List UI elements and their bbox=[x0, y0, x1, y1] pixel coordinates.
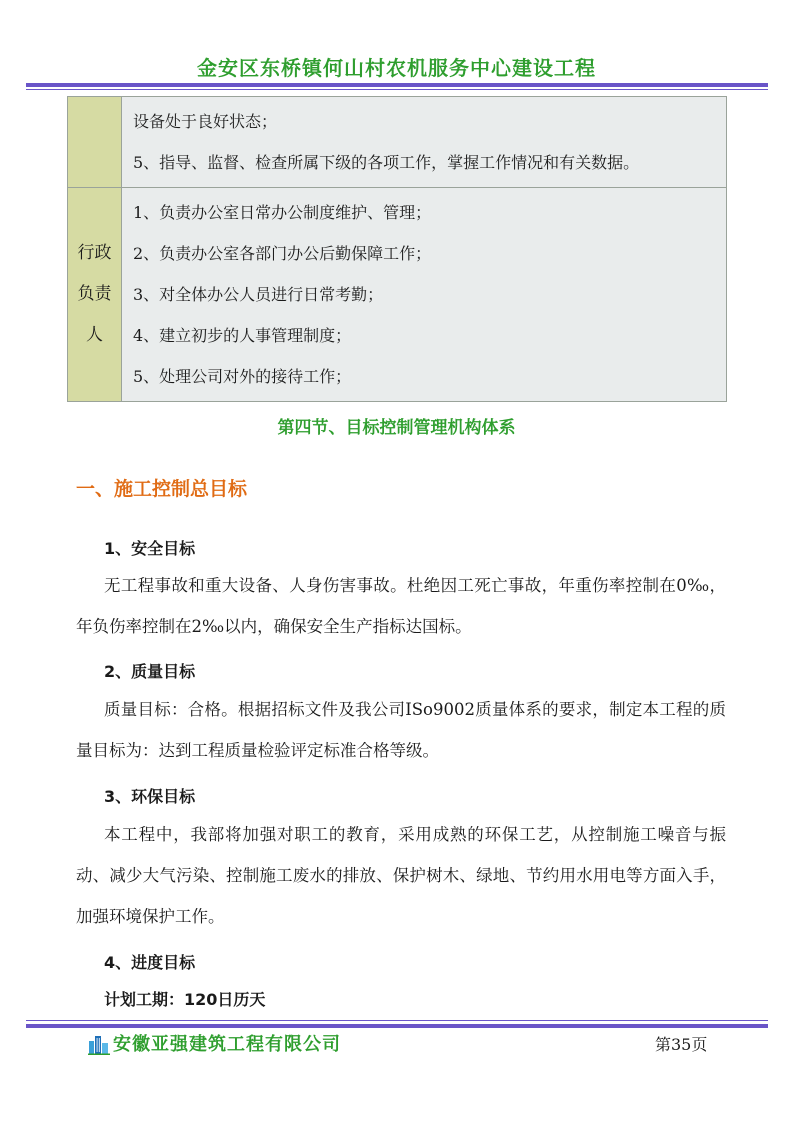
role-label-line: 负责 bbox=[77, 284, 112, 304]
role-cell bbox=[68, 97, 122, 188]
header-rule-thick bbox=[26, 83, 768, 87]
role-cell bbox=[68, 188, 122, 402]
duty-line: 3、对全体办公人员进行日常考勤； bbox=[133, 285, 384, 304]
role-label-line: 人 bbox=[86, 325, 103, 345]
duty-table bbox=[67, 96, 727, 402]
duty-cell bbox=[122, 97, 727, 188]
section-title: 第四节、目标控制管理机构体系 bbox=[277, 418, 516, 438]
goal-text-safety: 无工程事故和重大设备、人身伤害事故。杜绝因工死亡事故，年重伤率控制在0‰，年负伤率控制在2‰以内，确保安全生产指标达国标。 bbox=[76, 576, 726, 636]
goal-title-environment: 3、环保目标 bbox=[104, 787, 196, 806]
duty-line: 1、负责办公室日常办公制度维护、管理； bbox=[133, 203, 432, 222]
page-number: 第35页 bbox=[655, 1035, 708, 1054]
goal-text-environment: 本工程中，我部将加强对职工的教育，采用成熟的环保工艺，从控制施工噪音与振动、减少大气污染、控制施工废水的排放、保护树木、绿地、节约用水用电等方面入手，加强环境保护工作。 bbox=[76, 825, 726, 926]
duty-line: 5、处理公司对外的接待工作； bbox=[133, 367, 352, 386]
goal-text-quality: 质量目标：合格。根据招标文件及我公司ISo9002质量体系的要求，制定本工程的质量目标为：达到工程质量检验评定标准合格等级。 bbox=[76, 700, 726, 760]
footer-rule-thick bbox=[26, 1024, 768, 1028]
goal-title-safety: 1、安全目标 bbox=[104, 539, 196, 558]
goal-title-schedule: 4、进度目标 bbox=[104, 953, 196, 972]
duty-line: 设备处于良好状态； bbox=[133, 112, 278, 131]
heading-construction-goals: 一、施工控制总目标 bbox=[76, 478, 248, 500]
goal-title-quality: 2、质量目标 bbox=[104, 662, 196, 681]
footer-rule-thin bbox=[26, 1020, 768, 1021]
duty-cell bbox=[122, 188, 727, 402]
footer-company: 安徽亚强建筑工程有限公司 bbox=[113, 1034, 341, 1055]
duty-line: 2、负责办公室各部门办公后勤保障工作； bbox=[133, 244, 432, 263]
role-label-line: 行政 bbox=[77, 243, 112, 263]
table-row bbox=[68, 188, 727, 402]
table-row bbox=[68, 97, 727, 188]
duty-line: 5、指导、监督、检查所属下级的各项工作，掌握工作情况和有关数据。 bbox=[133, 153, 640, 172]
header-title: 金安区东桥镇何山村农机服务中心建设工程 bbox=[197, 56, 596, 80]
header-rule-thin bbox=[26, 89, 768, 90]
duty-line: 4、建立初步的人事管理制度； bbox=[133, 326, 352, 345]
building-logo-icon bbox=[88, 1033, 110, 1055]
schedule-period: 计划工期：120日历天 bbox=[104, 990, 266, 1009]
